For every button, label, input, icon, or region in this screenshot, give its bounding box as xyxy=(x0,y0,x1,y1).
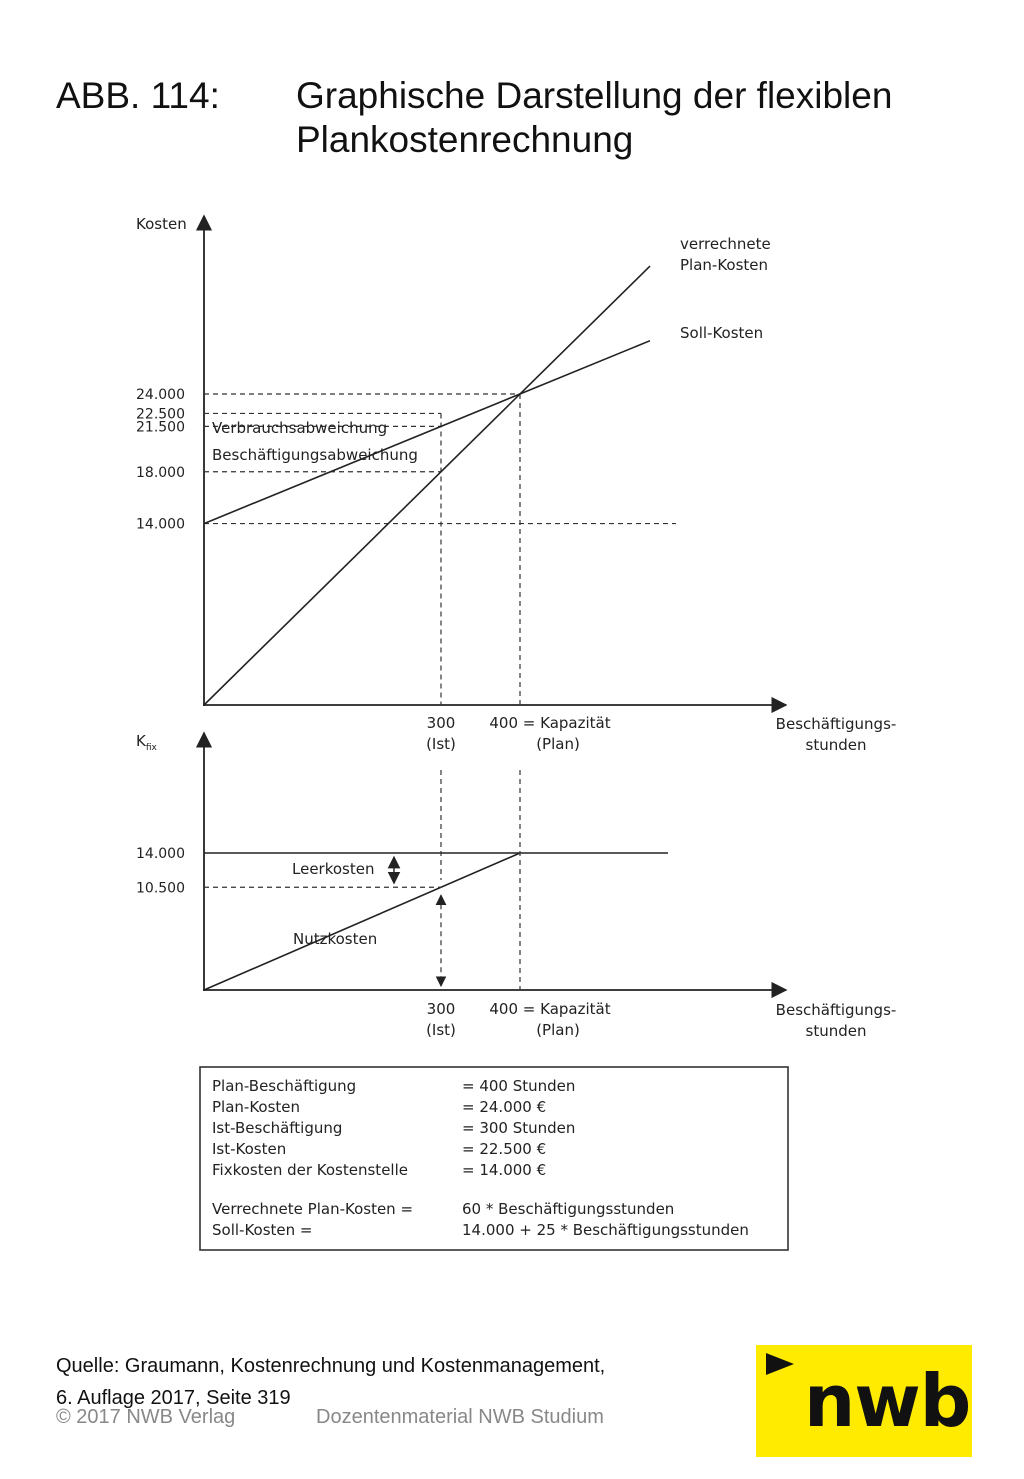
y-axis-label: $K_{fix}$ xyxy=(136,732,157,753)
summary-value-plan-besch-ftigung: = 400 Stunden xyxy=(462,1077,576,1095)
y-tick-14-000: 14.000 xyxy=(136,846,185,862)
y-tick-22-500: 22.500 xyxy=(136,406,185,423)
y-tick-21-500: 21.500 xyxy=(136,419,185,436)
logo-text: nwb xyxy=(804,1359,971,1443)
summary-value-fixkosten-der-kostenstelle: = 14.000 € xyxy=(462,1161,547,1179)
arrow-triangle-icon xyxy=(766,1353,794,1375)
annotation-leerkosten: Leerkosten xyxy=(292,860,375,878)
footer-publisher: © 2017 NWB Verlag xyxy=(56,1406,236,1428)
x-tick-300: 300 xyxy=(426,1000,456,1018)
series-plan-kosten-line xyxy=(204,266,650,705)
x-tick-300: 300 xyxy=(426,714,456,732)
y-tick-14-000: 14.000 xyxy=(136,516,185,533)
summary-label-ist-kosten: Ist-Kosten xyxy=(212,1140,287,1158)
x-tick-400-sub: (Plan) xyxy=(536,1021,580,1039)
source-line-2: 6. Auflage 2017, Seite 319 xyxy=(56,1387,291,1409)
summary-value-ist-besch-ftigung: = 300 Stunden xyxy=(462,1119,576,1137)
x-axis-label-line: stunden xyxy=(805,1022,867,1040)
figure-title: Graphische Darstellung der flexiblen Plankostenrechnung xyxy=(296,75,893,160)
x-axis-label-line: stunden xyxy=(805,736,867,754)
x-tick-400-sub: (Plan) xyxy=(536,735,580,753)
summary-value-ist-kosten: = 22.500 € xyxy=(462,1140,547,1158)
x-tick-400: 400 = Kapazität xyxy=(489,1000,611,1018)
annotation-verbrauchsabweichung: Verbrauchsabweichung xyxy=(212,419,388,437)
x-tick-300-sub: (Ist) xyxy=(426,1021,456,1039)
y-tick-10-500: 10.500 xyxy=(136,880,185,897)
series-label-soll-kosten: Soll-Kosten xyxy=(680,324,764,342)
summary-value-plan-kosten: = 24.000 € xyxy=(462,1098,547,1116)
summary-label-plan-besch-ftigung: Plan-Beschäftigung xyxy=(212,1077,357,1095)
y-axis-label-subscript: fix xyxy=(145,743,157,753)
series-label-plan-kosten: verrechnete xyxy=(680,235,771,253)
formula-value-soll-kosten: 14.000 + 25 * Beschäftigungsstunden xyxy=(462,1221,749,1239)
cost-chart xyxy=(136,215,896,754)
formula-label-verrechnete-plan-kosten: Verrechnete Plan-Kosten = xyxy=(212,1200,414,1218)
series-label-plan-kosten: Plan-Kosten xyxy=(680,256,769,274)
figure-number: ABB. 114: xyxy=(56,75,220,116)
footer-material: Dozentenmaterial NWB Studium xyxy=(316,1406,604,1428)
summary-label-fixkosten-der-kostenstelle: Fixkosten der Kostenstelle xyxy=(212,1161,408,1179)
x-axis-label-line: Beschäftigungs- xyxy=(775,715,897,733)
formula-label-soll-kosten: Soll-Kosten = xyxy=(212,1221,313,1239)
formula-value-verrechnete-plan-kosten: 60 * Beschäftigungsstunden xyxy=(462,1200,675,1218)
y-tick-18-000: 18.000 xyxy=(136,464,185,481)
fixed-cost-chart xyxy=(136,732,896,1040)
nwb-logo xyxy=(756,1345,972,1457)
summary-box xyxy=(200,1067,788,1250)
y-axis-label: Kosten xyxy=(136,215,187,233)
x-tick-300-sub: (Ist) xyxy=(426,735,456,753)
annotation-beschaeftigungsabweichung: Beschäftigungsabweichung xyxy=(212,446,418,464)
summary-label-ist-besch-ftigung: Ist-Beschäftigung xyxy=(212,1119,343,1137)
x-tick-400: 400 = Kapazität xyxy=(489,714,611,732)
summary-label-plan-kosten: Plan-Kosten xyxy=(212,1098,301,1116)
y-tick-24-000: 24.000 xyxy=(136,387,185,403)
annotation-nutzkosten: Nutzkosten xyxy=(293,930,378,948)
source-note xyxy=(56,1350,605,1414)
source-line-1: Quelle: Graumann, Kostenrechnung und Kostenmanagement, xyxy=(56,1355,606,1377)
x-axis-label-line: Beschäftigungs- xyxy=(775,1001,897,1019)
